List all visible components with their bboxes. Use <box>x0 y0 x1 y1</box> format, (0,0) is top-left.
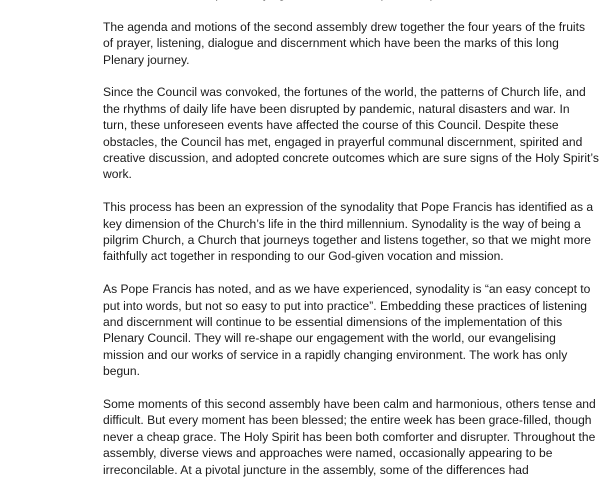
text-line: begun. <box>103 364 140 379</box>
text-line: assembly, diverse views and approaches were named, occasionally appearing to be <box>103 446 553 461</box>
text-line: obstacles, the Council has met, engaged in prayerful communal discernment, spirited and <box>103 134 583 149</box>
text-line: never a cheap grace. The Holy Spirit has been both comforter and disrupter. Throughout the <box>103 429 596 444</box>
text-line: Plenary journey. <box>103 52 190 67</box>
text-line: Plenary Council. They will re-shape our engagement with the world, our evangelising <box>103 331 556 346</box>
text-line: The agenda and motions of the second assembly drew together the four years of the fruits <box>103 19 586 34</box>
text-line: Some moments of this second assembly have been calm and harmonious, others tense and <box>103 397 596 412</box>
text-line: mission and our works of service in a rapidly changing environment. The work has only <box>103 347 568 362</box>
text-line: and discernment will continue to be essential dimensions of the implementation of this <box>103 315 563 330</box>
text-line <box>103 0 543 2</box>
text-line: pilgrim Church, a Church that journeys together and listens together, so that we might more <box>103 233 592 248</box>
text-line: As Pope Francis has noted, and as we have experienced, synodality is “an easy concept to <box>103 282 591 297</box>
paragraph-assembly-moments <box>103 396 596 478</box>
text-line: creative discussion, and adopted concrete outcomes which are sure signs of the Holy Spirit’s <box>103 151 599 166</box>
text-line: key dimension of the Church’s life in the third millennium. Synodality is the way of being a <box>103 216 581 231</box>
text-line: the rhythms of daily life have been disrupted by pandemic, natural disasters and war. In <box>103 101 570 116</box>
text-line: irreconcilable. At a pivotal juncture in the assembly, some of the differences had <box>103 462 529 477</box>
document-body <box>103 0 599 495</box>
paragraph-pope-francis <box>103 281 591 379</box>
text-line: put into words, but not so easy to put into practice”. Embedding these practices of listening <box>103 298 588 313</box>
text-line: of prayer, listening, dialogue and discernment which have been the marks of this long <box>103 36 559 51</box>
text-line: This process has been an expression of the synodality that Pope Francis has identified as a <box>103 200 594 215</box>
text-line: work. <box>103 167 132 182</box>
paragraph-agenda <box>103 19 586 68</box>
text-line: faithfully act together in responding to our God-given vocation and mission. <box>103 249 504 264</box>
paragraph-scripture-quote <box>103 0 543 2</box>
paragraph-synodality <box>103 199 594 265</box>
text-line: turn, these unforeseen events have affected the course of this Council. Despite these <box>103 118 559 133</box>
text-line: difficult. But every moment has been blessed; the entire week has been grace-filled, though <box>103 413 592 428</box>
paragraph-disruptions <box>103 84 599 182</box>
text-line: Since the Council was convoked, the fortunes of the world, the patterns of Church life, and <box>103 85 586 100</box>
